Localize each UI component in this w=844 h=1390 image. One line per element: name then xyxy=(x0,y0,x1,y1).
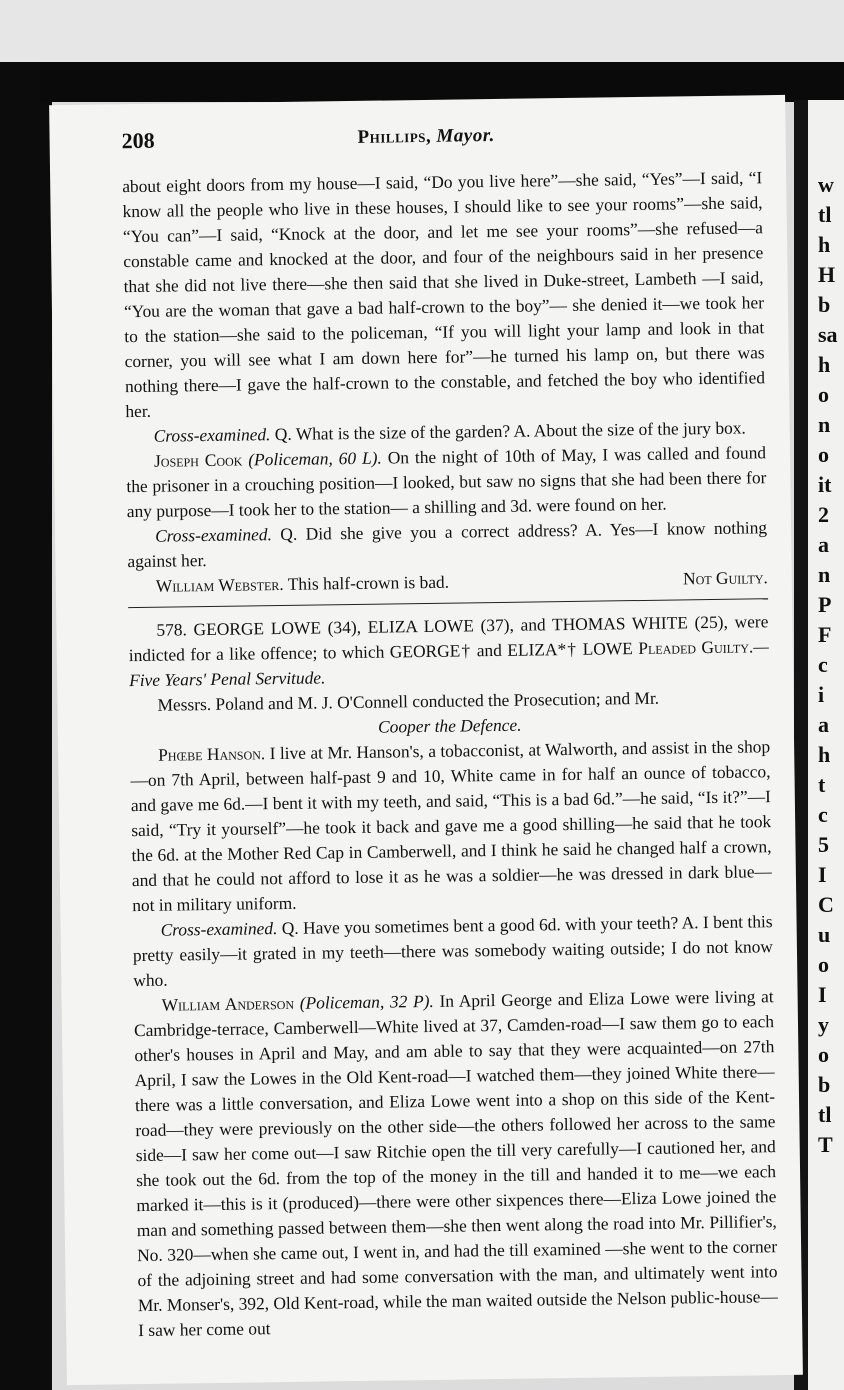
witness-testimony: William Anderson (Policeman, 32 P). In April George and Eliza Lowe were living at Cambridge-terrace, Camberwell—White lived at 37, Camden-road—I saw them go to each other's houses in April and May, and am able to say that they were acquainted—on 27th April, I saw the Lowes in the Old Kent-road—I watched them—they joined White there—there was a little conversation, and Eliza Lowe went into a shop on this side of the Kent-road—they were previously on the other side—the others followed her across to the same side—I saw her come out—I saw Ritchie open the till very carefully—I cautioned her, and she took out the 6d. from the top of the money in the till and handed it to me—we each marked it—this is it (produced)—there were other sixpences there—Eliza Lowe joined the man and something passed between them—she then went along the road into Mr. Pillifier's, No. 320—when she came out, I went in, and had the till examined —she went to the corner of the adjoining street and had some conversation with the man, and ultimately went into Mr. Monser's, 392, Old Kent-road, while the man waited outside the Nelson public-house—I saw her come out xyxy=(133,986,778,1341)
counsel-line: Messrs. Poland and M. J. O'Connell conducted the Prosecution; and Mr. xyxy=(157,687,660,715)
facing-page-fragment: C xyxy=(818,892,834,917)
facing-page-fragment: F xyxy=(818,622,832,647)
facing-page-fragment: h xyxy=(818,742,831,767)
facing-page-fragment: b xyxy=(818,1072,831,1097)
facing-page-fragment: b xyxy=(818,292,831,317)
case-heading: 578. GEORGE LOWE (34), ELIZA LOWE (37), and THOMAS WHITE (25), were indicted for a like offence; to which GEORGE† and ELIZA*† LOWE Pleaded Guilty.—Five Years' Penal Servitude. xyxy=(128,611,769,691)
page-header xyxy=(121,119,761,164)
witness-testimony: Joseph Cook (Policeman, 60 L). On the night of 10th of May, I was called and found the prisoner in a crouching position—I looked, but saw no signs that she had been there for any purpose—I took her to the station— a shilling and 3d. were found on her. xyxy=(126,442,767,522)
scan-background-left xyxy=(0,62,52,1390)
body-text xyxy=(122,165,778,1343)
facing-page-fragment: T xyxy=(818,1132,833,1157)
running-title: Phillips, Mayor. xyxy=(357,124,496,148)
facing-page-fragment: o xyxy=(818,952,829,977)
section-divider xyxy=(128,598,768,608)
cross-examination: Cross-examined. Q. Did she give you a correct address? A. Yes—I know nothing against her. xyxy=(127,517,768,572)
facing-page-fragment: I xyxy=(818,862,827,887)
facing-page-fragment: P xyxy=(818,592,832,617)
facing-page-fragment: sa xyxy=(818,322,838,347)
facing-page-fragment: u xyxy=(818,922,831,947)
facing-page-fragment: h xyxy=(818,352,831,377)
facing-page-fragment: o xyxy=(818,1042,829,1067)
facing-page-fragment: a xyxy=(818,532,829,557)
page-number: 208 xyxy=(121,127,155,154)
cross-examination: Cross-examined. Q. Have you sometimes bent a good 6d. with your teeth? A. I bent this pretty easily—it grated in my teeth—there was somebody waiting outside; I do not know who. xyxy=(132,911,774,991)
facing-page-fragment: tl xyxy=(818,1102,832,1127)
cross-examination: Cross-examined. Q. What is the size of the garden? A. About the size of the jury box. xyxy=(153,417,746,446)
verdict: Not Guilty. xyxy=(682,567,768,589)
facing-page-fragment: c xyxy=(818,652,828,677)
facing-page-fragment: n xyxy=(818,412,831,437)
facing-page-fragment: I xyxy=(818,982,827,1007)
document-page xyxy=(49,95,803,1385)
facing-page-letters xyxy=(818,170,844,1160)
facing-page-fragment: it xyxy=(818,472,832,497)
facing-page-fragment: c xyxy=(818,802,828,827)
counsel-defence: Cooper the Defence. xyxy=(377,714,522,737)
facing-page-fragment: tl xyxy=(818,202,832,227)
facing-page-fragment: 5 xyxy=(818,832,829,857)
facing-page-fragment: w xyxy=(818,172,834,197)
facing-page-fragment: a xyxy=(818,712,829,737)
facing-page-fragment: o xyxy=(818,382,829,407)
witness-testimony: Phœbe Hanson. I live at Mr. Hanson's, a tobacconist, at Walworth, and assist in the shop—on 7th April, between half-past 9 and 10, White came in for half an ounce of tobacco, and gave me 6d.—I bent it with my teeth, and said, “This is a bad 6d.”—he said, “Is it?”—I said, “Try it yourself”—he took it back and gave me a good shilling—he said that he took the 6d. at the Mother Red Cap in Camberwell, and I think he said he changed half a crown, and that he could not afford to lose it as he was a soldier—he was dressed in dark blue—not in military uniform. xyxy=(130,736,773,916)
facing-page-fragment: H xyxy=(818,262,836,287)
scan-background-top xyxy=(0,0,844,62)
facing-page-fragment: n xyxy=(818,562,831,587)
facing-page-fragment: i xyxy=(818,682,825,707)
facing-page-fragment: t xyxy=(818,772,826,797)
facing-page-fragment: y xyxy=(818,1012,829,1037)
facing-page-fragment: o xyxy=(818,442,829,467)
paragraph: about eight doors from my house—I said, “Do you live here”—she said, “Yes”—I said, “I know all the people who live in these houses, I should like to see your rooms”—she said, “You can”—I said, “Knock at the door, and let me see your rooms”—she refused—a constable came and knocked at the door, and four of the neighbours said in her presence that she did not live there—she then said that she lived in Duke-street, Lambeth —I said, “You are the woman that gave a bad half-crown to the boy”— she denied it—we took her to the station—she said to the policeman, “If you will light your lamp and look in that corner, you will see what I am down here for”—he turned his lamp on, but there was nothing there—I gave the half-crown to the constable, and fetched the boy who identified her. xyxy=(122,167,766,422)
facing-page-fragment: 2 xyxy=(818,502,829,527)
witness-statement: William Webster. This half-crown is bad. xyxy=(155,571,450,596)
facing-page-fragment: h xyxy=(818,232,831,257)
facing-page-edge xyxy=(808,100,844,1390)
